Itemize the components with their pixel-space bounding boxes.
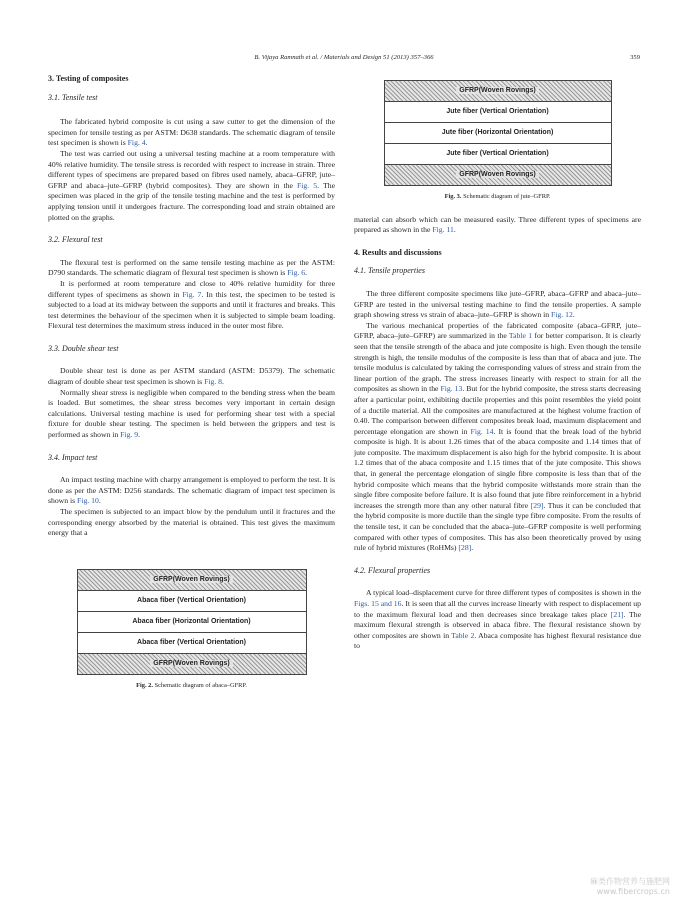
figure-3-caption: Fig. 3. Schematic diagram of jute–GFRP.	[444, 193, 551, 200]
paragraph: The three different composite specimens like jute–GFRP, abaca–GFRP and abaca–jute–GFRP are tested in the universal testing machine to find the tensile properties. A sample graph showing stress vs strain of abaca–jute–GFRP is shown in Fig. 12.	[354, 288, 641, 320]
gfrp-layer: GFRP(Woven Rovings)	[385, 81, 611, 102]
paragraph: An impact testing machine with charpy arrangement is employed to perform the test. It is done as per the ASTM: D256 standards. The schematic diagram of impact test specimen is shown is Fig. 10.	[48, 475, 335, 506]
citation-link[interactable]: [29]	[530, 500, 544, 510]
paragraph: The flexural test is performed on the same tensile testing machine as per the ASTM: D790 standards. The schematic diagram of flexural test specimen is shown is Fig. 6.	[48, 257, 335, 278]
section-3-2-title: 3.2. Flexural test	[48, 235, 103, 245]
page-number: 359	[630, 54, 640, 61]
paragraph: Double shear test is done as per ASTM standard (ASTM: D5379). The schematic diagram of double shear test specimen is shown is Fig. 8.	[48, 366, 335, 387]
paragraph: A typical load–displacement curve for three different types of composites is shown in the Figs. 15 and 16. It is seen that all the curves increase linearly with respect to displacement up to the maximum flexural load and then decreases since breakage takes place [21]. The maximum flexural strength is observed in abaca fibre. The flexural resistance shown by other composites are shown in Table 2. Abaca composite has highest flexural resistance due to	[354, 588, 641, 651]
figure-link[interactable]: Fig. 11	[432, 225, 454, 235]
left-column	[48, 74, 335, 691]
figure-link[interactable]: Fig. 12	[551, 310, 573, 320]
figure-2-caption: Fig. 2. Schematic diagram of abaca–GFRP.	[136, 681, 247, 689]
section-4-2-title: 4.2. Flexural properties	[354, 565, 431, 575]
figure-link[interactable]: Fig. 5	[297, 180, 318, 190]
fiber-layer: Abaca fiber (Horizontal Orientation)	[78, 612, 306, 633]
paragraph: Normally shear stress is negligible when compared to the bending stress when the beam is loaded. But sometimes, the shear stress becomes very important in certain design calculations. Universal testing machine is used for performing shear test with a special fixture for double shear testing. The specimen is held between the grippers and test is performed as shown in Fig. 9.	[48, 387, 335, 440]
section-4-title: 4. Results and discussions	[354, 247, 442, 257]
figure-link[interactable]: Figs. 15 and 16	[354, 599, 402, 608]
paragraph: It is performed at room temperature and close to 40% relative humidity for three different types of specimens as shown in Fig. 7. In this test, the specimen to be tested is subjected to a load at its midway between the supports and until it fractures and breaks. This test determines the behaviour of the specimen when it is subjected to simple beam loading. Flexural test determines the maximum stress induced in the outer most fibre.	[48, 278, 336, 331]
table-link[interactable]: Table 1	[508, 331, 533, 341]
section-3-title: 3. Testing of composites	[48, 74, 129, 83]
figure-3	[384, 80, 612, 186]
running-title: B. Vijaya Ramnath et al. / Materials and Design 51 (2013) 357–366	[254, 54, 434, 61]
figure-link[interactable]: Fig. 9	[120, 430, 139, 440]
figure-link[interactable]: Fig. 14	[470, 426, 494, 436]
paragraph: The specimen is subjected to an impact blow by the pendulum until it fractures and the corresponding energy absorbed by the material is obtained. This test gives the maximum energy that a	[48, 507, 335, 538]
figure-2-diagram	[77, 569, 307, 675]
right-column	[354, 74, 641, 652]
figure-link[interactable]: Fig. 8	[204, 377, 223, 387]
table-link[interactable]: Table 2	[451, 630, 475, 640]
gfrp-layer: GFRP(Woven Rovings)	[78, 570, 306, 591]
paragraph: The test was carried out using a universal testing machine at a room temperature with 40% relative humidity. The tensile stress is recorded with respect to increase in strain. Three different types of specimens are prepared based on fibres used namely, abaca–GFRP, jute–GFRP and abaca–jute–GFRP (hybrid composites). They are shown in the Fig. 5. The specimen was placed in the grip of the tensile testing machine and the test is performed by applying tension until it undergoes fracture. The corresponding load and strain obtained are plotted on the graphs.	[48, 148, 336, 222]
section-3-1-title: 3.1. Tensile test	[48, 92, 98, 102]
figure-link[interactable]: Fig. 4	[127, 138, 146, 148]
section-3-3-title: 3.3. Double shear test	[48, 343, 119, 353]
section-3-4-title: 3.4. Impact test	[48, 452, 98, 462]
fiber-layer: Jute fiber (Horizontal Orientation)	[385, 123, 611, 144]
fiber-layer: Jute fiber (Vertical Orientation)	[385, 102, 611, 123]
citation-link[interactable]: [28]	[458, 543, 472, 553]
figure-3-diagram	[384, 80, 612, 186]
figure-link[interactable]: Fig. 13	[440, 384, 463, 394]
section-4-1-title: 4.1. Tensile properties	[354, 266, 425, 276]
paragraph: The fabricated hybrid composite is cut using a saw cutter to get the dimension of the specimen for tensile testing as per ASTM: D638 standards. The schematic diagram of tensile test specimen is shown is Fig. 4.	[48, 117, 335, 148]
fiber-layer: Abaca fiber (Vertical Orientation)	[78, 633, 306, 654]
citation-link[interactable]: [21]	[610, 609, 624, 619]
gfrp-layer: GFRP(Woven Rovings)	[385, 165, 611, 185]
fiber-layer: Abaca fiber (Vertical Orientation)	[78, 591, 306, 612]
figure-2	[77, 569, 307, 675]
fiber-layer: Jute fiber (Vertical Orientation)	[385, 144, 611, 165]
paragraph: The various mechanical properties of the fabricated composite (abaca–GFRP, jute–GFRP, abaca–jute–GFRP) are summarized in the Table 1 for better comparison. It is clearly seen that the tensile strength of the abaca and jute composite is high. Even though the tensile strength is high, the tensile modulus of the composite is less than that of abaca and jute. The tensile modulus is calculated by taking the corresponding values of stress and strain from the linear portion of the graph. The stress increases linearly with respect to strain for all the composites as shown in the Fig. 13. But for the hybrid composite, the stress starts decreasing after a particular point, exhibiting ductile properties and this point resembles the yield point of a ductile material. All the composites are manufactured at the highest volume fraction of 0.40. The comparison between different composites break load, maximum displacement and percentage elongation are shown in Fig. 14. It is found that the break load of the hybrid composite is high. It is about 1.26 times that of the abaca composite and 1.14 times that of jute composite. The maximum displacement is also high for the hybrid composite. It is about 1.2 times that of the abaca composite and 1.15 times that of the jute composite. This shows that, in general the percentage elongation of single fibre composite is less than that of the hybrid composite which means that the hybrid composite withstands more strain than the single fibre composite before failure. It is also found that jute fibre reinforcement in a hybrid increases the strength more than any other natural fibre [29]. Thus it can be concluded that the hybrid composite is more ductile than the single type fibre composite. From the results of the tensile test, it can be concluded that the abaca–jute–GFRP composite is well performing compared with other types of composites. This has also been theoretically proved by using rule of hybrid mixtures (RoHMs) [28].	[354, 320, 641, 553]
figure-link[interactable]: Fig. 6	[287, 268, 306, 278]
paragraph: material can absorb which can be measured easily. Three different types of specimens are prepared as shown in the Fig. 11.	[354, 214, 641, 235]
running-header	[48, 54, 640, 66]
watermark: 麻类作物营养与施肥网 www.fibercrops.cn	[590, 877, 670, 896]
figure-link[interactable]: Fig. 7	[182, 289, 202, 299]
gfrp-layer: GFRP(Woven Rovings)	[78, 654, 306, 674]
figure-link[interactable]: Fig. 10	[77, 496, 99, 506]
